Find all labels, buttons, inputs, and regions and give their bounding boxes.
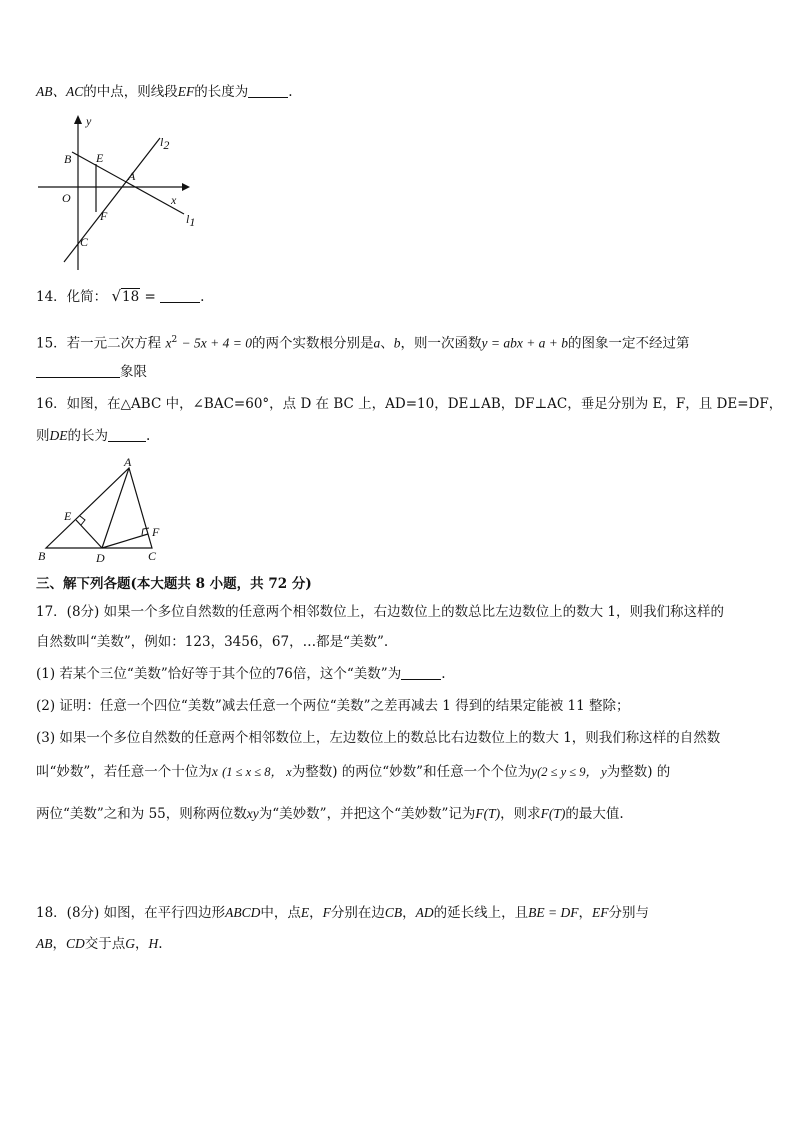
point-f-label: F — [152, 525, 160, 539]
q17-p3-x: x — [211, 764, 218, 779]
q17-p3-text-d: 两位“美数”之和为 55，则称两位数 — [36, 806, 247, 822]
q17-p3-xcond: (1 ≤ x ≤ 8， x — [222, 765, 292, 779]
q18-h: H — [148, 936, 159, 951]
q14-answer-blank[interactable] — [160, 288, 200, 303]
triangle-abc — [46, 468, 152, 548]
q15-eq-rest: − 5x + 4 = 0 — [181, 335, 252, 351]
segment-de — [76, 520, 102, 548]
q15-sep: 、 — [380, 335, 394, 352]
q15-line2-text: 象限 — [120, 364, 147, 380]
y-axis-arrow — [74, 115, 82, 124]
q18-e: E — [300, 905, 310, 920]
q13-suffix: 的长度为 — [194, 84, 249, 100]
sqrt-radicand: 18 — [122, 289, 140, 305]
q16-line2-post: 的长为 — [67, 428, 108, 444]
q18-line2 — [36, 934, 758, 954]
point-b-label: B — [38, 549, 46, 563]
q15-line2 — [36, 362, 758, 382]
q16-line2-pre: 则 — [36, 428, 50, 444]
q15-answer-blank[interactable] — [36, 363, 120, 378]
q15-num: 15．若一元二次方程 — [36, 335, 162, 352]
q18-end: . — [158, 936, 163, 952]
q18-cd: CD — [66, 936, 85, 951]
origin-label: O — [62, 191, 71, 205]
x-axis-arrow — [182, 183, 190, 191]
q15-line1 — [36, 330, 758, 354]
q18-f: F — [322, 905, 331, 920]
q15-func: y = abx + a + b — [481, 335, 569, 351]
q18-eq: BE = DF — [528, 905, 579, 920]
point-c-label: C — [148, 549, 157, 563]
q17-part3-line1: (3) 如果一个多位自然数的任意两个相邻数位上，左边数位上的数总比右边数位上的数大 1，则我们称这样的自然数 — [36, 730, 721, 746]
q18-text-a: 18．(8分) 如图，在平行四边形 — [36, 905, 226, 921]
point-e-label: E — [64, 509, 72, 523]
q17-line1: 17．(8分) 如果一个多位自然数的任意两个相邻数位上，右边数位上的数总比左边数位上的数大 1，则我们称这样的 — [36, 604, 724, 620]
q17-p3-text-b: 为整数) 的两位“妙数”和任意一个个位为 — [291, 764, 532, 780]
line-l1 — [72, 152, 184, 214]
l2-label: l2 — [160, 135, 170, 152]
x-label: x — [171, 193, 177, 207]
q17-part2: (2) 证明：任意一个四位“美数”减去任意一个两位“美数”之差再减去 1 得到的结果定能被 11 整除； — [36, 698, 630, 714]
q17-p3-text-e: 为“美妙数”，并把这个“美妙数”记为 — [258, 806, 476, 822]
q18-sep3: ， — [578, 905, 592, 921]
y-label: y — [86, 114, 92, 128]
q15-text2: ，则一次函数 — [400, 335, 482, 352]
q15-eq-x: x — [165, 335, 172, 351]
q18-sep1: ， — [309, 905, 323, 921]
q18-text-b: 中，点 — [260, 905, 301, 921]
q17-p3-ft2: F(T) — [540, 806, 566, 821]
sqrt-expression — [111, 286, 140, 307]
q17-p3-ft: F(T) — [475, 806, 501, 821]
q17-p3-ycond: (2 ≤ y ≤ 9， y — [537, 765, 607, 779]
l1-label: l1 — [186, 212, 196, 229]
point-a-label: A — [128, 169, 136, 183]
q18-ab: AB — [36, 936, 53, 951]
q18-g: G — [125, 936, 136, 951]
q18-text-d: 的延长线上，且 — [433, 905, 529, 921]
q16-answer-blank[interactable] — [108, 427, 146, 442]
q15-text1: 的两个实数根分别是 — [251, 335, 374, 352]
q17-part1-answer-blank[interactable] — [401, 665, 441, 680]
q18-text-c: 分别在边 — [330, 905, 385, 921]
q14-num: 14．化简： — [36, 289, 108, 305]
q14-line — [36, 286, 758, 307]
q18-cb: CB — [384, 905, 403, 920]
right-angle-e — [80, 516, 85, 525]
q16-end: . — [146, 428, 151, 444]
q13-text: 的中点，则线段 — [83, 84, 178, 100]
q17-p3-text-c: 为整数) 的 — [606, 764, 671, 780]
q17-part1-end: . — [441, 666, 446, 682]
q17-p3-xy: xy — [246, 806, 259, 821]
q17-p3-text-a: 叫“妙数”，若任意一个十位为 — [36, 764, 212, 780]
q18-ef: EF — [591, 905, 609, 920]
q14-end: . — [200, 289, 205, 305]
q13-figure — [34, 112, 204, 274]
q18-abcd: ABCD — [225, 905, 261, 920]
q17-part3-line2 — [36, 762, 758, 782]
q15-eq-sup: 2 — [171, 335, 178, 345]
q16-seg: DE — [49, 428, 68, 443]
q18-text-e: 分别与 — [608, 905, 649, 921]
q18-sep2: ， — [402, 905, 416, 921]
q15-b: b — [393, 335, 401, 351]
q13-answer-blank[interactable] — [248, 83, 288, 98]
segment-ad — [102, 468, 129, 548]
q13-seg: EF — [177, 84, 195, 99]
q18-line1 — [36, 903, 758, 923]
point-c-label: C — [80, 235, 89, 249]
point-b-label: B — [64, 152, 72, 166]
point-d-label: D — [96, 551, 105, 565]
q17-line2: 自然数叫“美数”，例如：123，3456，67，…都是“美数”. — [36, 634, 389, 650]
q14-eq: = — [144, 289, 156, 305]
q17-p3-text-f: ，则求 — [500, 806, 541, 822]
q13-end: . — [288, 84, 293, 100]
q17-part1-text: (1) 若某个三位“美数”恰好等于其个位的76倍，这个“美数”为 — [36, 666, 402, 682]
point-f-label: F — [100, 209, 108, 223]
q17-part3-line3 — [36, 804, 758, 824]
q18-ad: AD — [415, 905, 434, 920]
segment-df — [102, 534, 148, 548]
q15-a: a — [373, 335, 381, 351]
q17-part1 — [36, 664, 758, 684]
q17-p3-text-g: 的最大值. — [565, 806, 624, 822]
q17-p3-y: y — [531, 764, 538, 779]
point-e-label: E — [96, 151, 104, 165]
q15-text3: 的图象一定不经过第 — [568, 335, 690, 352]
q13-line — [36, 82, 758, 102]
q13-prefix: AB、AC — [36, 84, 84, 99]
sqrt-sign: √ — [111, 287, 122, 305]
point-a-label: A — [124, 456, 132, 469]
q16-line1: 16．如图，在△ABC 中，∠BAC=60°，点 D 在 BC 上，AD=10，DE⊥AB，DF⊥AC，垂足分别为 E，F，且 DE=DF， — [36, 396, 783, 412]
q16-figure — [34, 456, 174, 566]
q18-sep5: ， — [135, 936, 149, 952]
section-3-heading: 三、解下列各题(本大题共 8 小题，共 72 分) — [36, 576, 312, 592]
q16-line2 — [36, 426, 758, 446]
q18-text-f: 交于点 — [84, 936, 126, 952]
q18-sep4: ， — [52, 936, 66, 952]
